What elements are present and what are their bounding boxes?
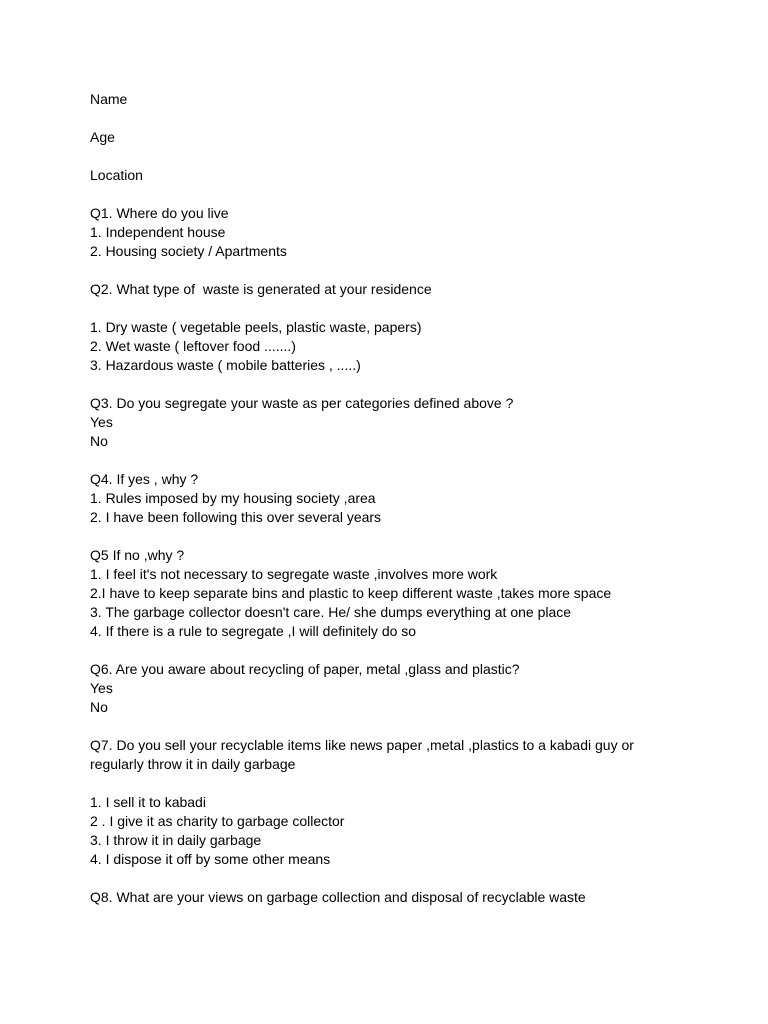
question-7-text-line-1: Q7. Do you sell your recyclable items like news paper ,metal ,plastics to a kabadi guy or	[90, 737, 634, 753]
question-7-text-line-2: regularly throw it in daily garbage	[90, 756, 296, 772]
question-5-text: Q5 If no ,why ?	[90, 547, 185, 563]
question-6-option-no: No	[90, 699, 108, 715]
question-2	[90, 280, 710, 375]
question-3-option-no: No	[90, 433, 108, 449]
question-6-option-yes: Yes	[90, 680, 113, 696]
question-1-text: Q1. Where do you live	[90, 205, 229, 221]
question-7-option-4: 4. I dispose it off by some other means	[90, 851, 331, 867]
question-5-option-2: 2.I have to keep separate bins and plastic to keep different waste ,takes more space	[90, 585, 612, 601]
question-7-option-2: 2 . I give it as charity to garbage collector	[90, 813, 345, 829]
location-field-label: Location	[90, 167, 143, 183]
question-3	[90, 394, 710, 451]
questionnaire	[90, 90, 710, 907]
question-2-option-3: 3. Hazardous waste ( mobile batteries , .....)	[90, 357, 361, 373]
question-6	[90, 660, 710, 717]
question-5-option-4: 4. If there is a rule to segregate ,I will definitely do so	[90, 623, 417, 639]
question-8-text: Q8. What are your views on garbage collection and disposal of recyclable waste	[90, 889, 586, 905]
question-2-option-2: 2. Wet waste ( leftover food .......)	[90, 338, 296, 354]
question-7	[90, 736, 710, 869]
question-2-option-1: 1. Dry waste ( vegetable peels, plastic waste, papers)	[90, 319, 422, 335]
question-5-option-1: 1. I feel it's not necessary to segregate waste ,involves more work	[90, 566, 498, 582]
question-1	[90, 204, 710, 261]
question-4-option-2: 2. I have been following this over several years	[90, 509, 382, 525]
question-3-text: Q3. Do you segregate your waste as per categories defined above ?	[90, 395, 514, 411]
question-5	[90, 546, 710, 641]
age-field-label: Age	[90, 129, 115, 145]
question-4	[90, 470, 710, 527]
question-5-option-3: 3. The garbage collector doesn't care. He/ she dumps everything at one place	[90, 604, 572, 620]
question-6-text: Q6. Are you aware about recycling of paper, metal ,glass and plastic?	[90, 661, 520, 677]
question-2-text: Q2. What type of waste is generated at your residence	[90, 281, 432, 297]
question-4-text: Q4. If yes , why ?	[90, 471, 199, 487]
name-field-label: Name	[90, 91, 128, 107]
question-3-option-yes: Yes	[90, 414, 113, 430]
question-7-option-3: 3. I throw it in daily garbage	[90, 832, 262, 848]
question-4-option-1: 1. Rules imposed by my housing society ,area	[90, 490, 376, 506]
question-1-option-1: 1. Independent house	[90, 224, 226, 240]
question-8	[90, 888, 710, 907]
question-7-option-1: 1. I sell it to kabadi	[90, 794, 206, 810]
question-1-option-2: 2. Housing society / Apartments	[90, 243, 287, 259]
